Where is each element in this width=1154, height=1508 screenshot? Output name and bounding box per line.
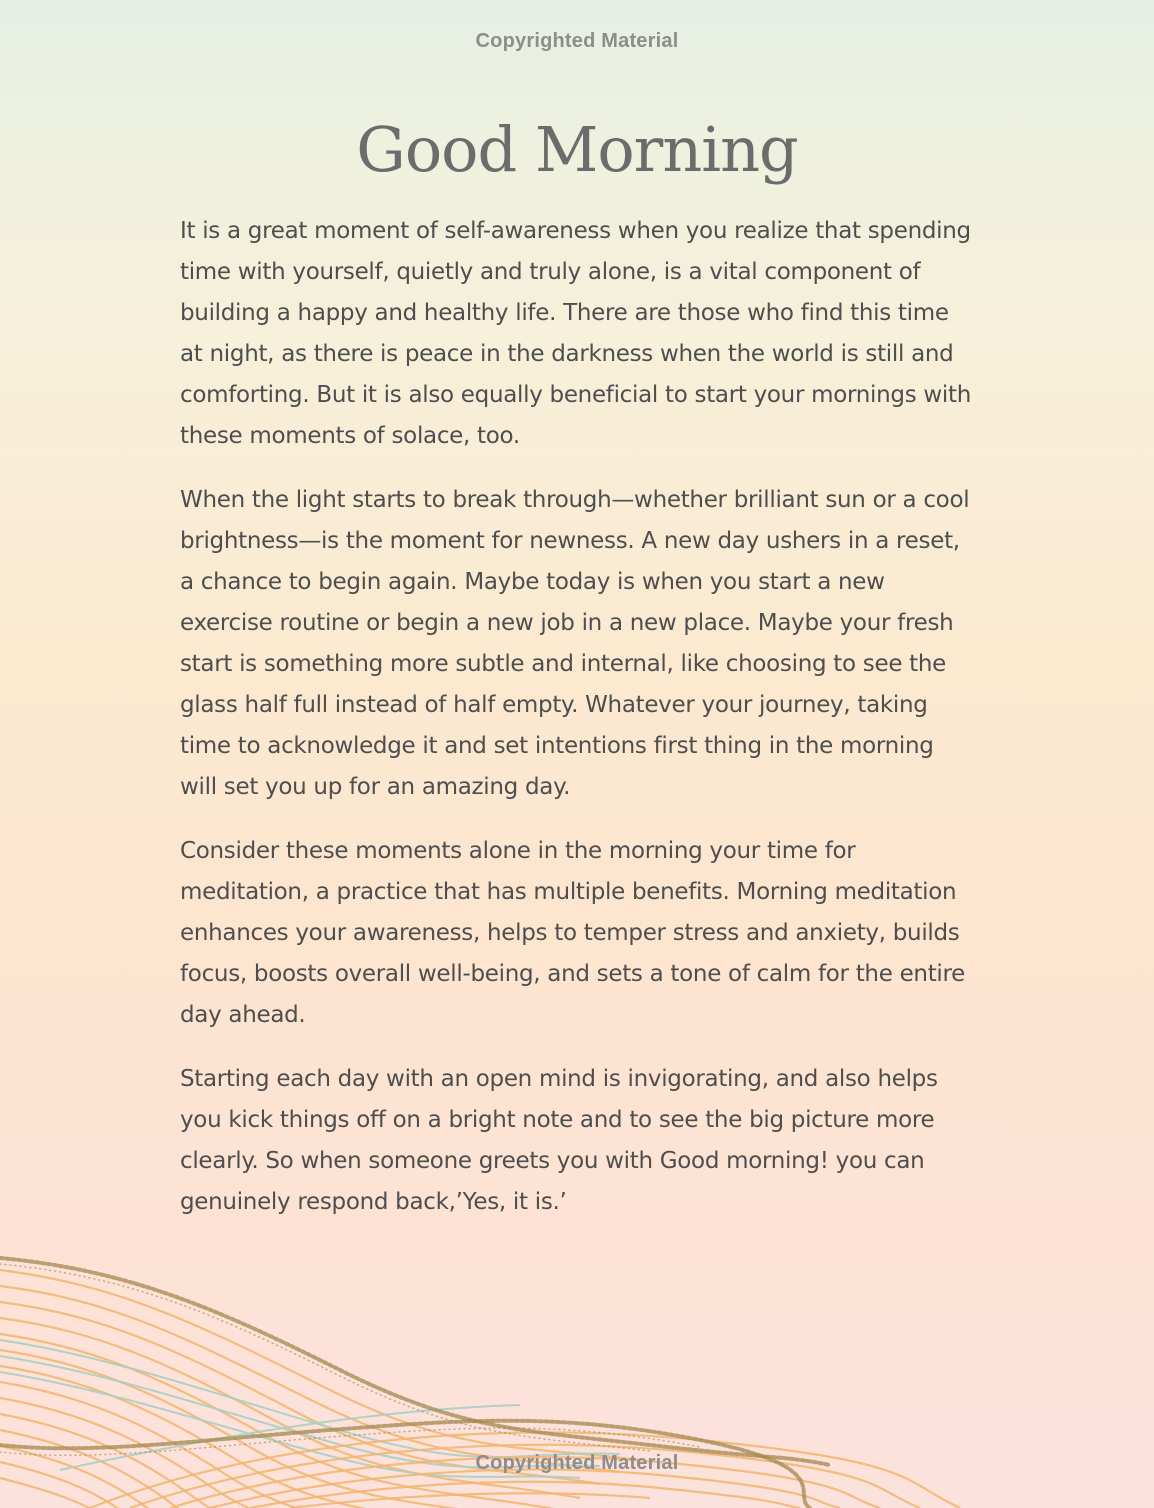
page-title: Good Morning [356, 113, 798, 186]
copyright-watermark-bottom: Copyrighted Material [475, 1452, 679, 1474]
paragraph-1: It is a great moment of self-awareness when you realize that spending time with yourself, quietly and truly alone, is a vital component of building a happy and healthy life. There are those who find this time at night, as there is peace in the darkness when the world is still and comforting. But it is also equally beneficial to start your mornings with these moments of solace, too. [180, 218, 971, 449]
paragraph-4: Starting each day with an open mind is invigorating, and also helps you kick things off on a bright note and to see the big picture more clearly. So when someone greets you with Good morning! you can genuinely respond back,’Yes, it is.’ [180, 1066, 938, 1215]
body-text [180, 211, 975, 1246]
paragraph-3: Consider these moments alone in the morning your time for meditation, a practice that has multiple benefits. Morning meditation enhances your awareness, helps to temper stress and anxiety, builds focus, boosts overall well-being, and sets a tone of calm for the entire day ahead. [180, 838, 966, 1028]
paragraph-2: When the light starts to break through—whether brilliant sun or a cool brightness—is the moment for newness. A new day ushers in a reset, a chance to begin again. Maybe today is when you start a new exercise routine or begin a new job in a new place. Maybe your fresh start is something more subtle and internal, like choosing to see the glass half full instead of half empty. Whatever your journey, taking time to acknowledge it and set intentions first thing in the morning will set you up for an amazing day. [180, 487, 970, 800]
copyright-watermark-top: Copyrighted Material [475, 30, 679, 52]
